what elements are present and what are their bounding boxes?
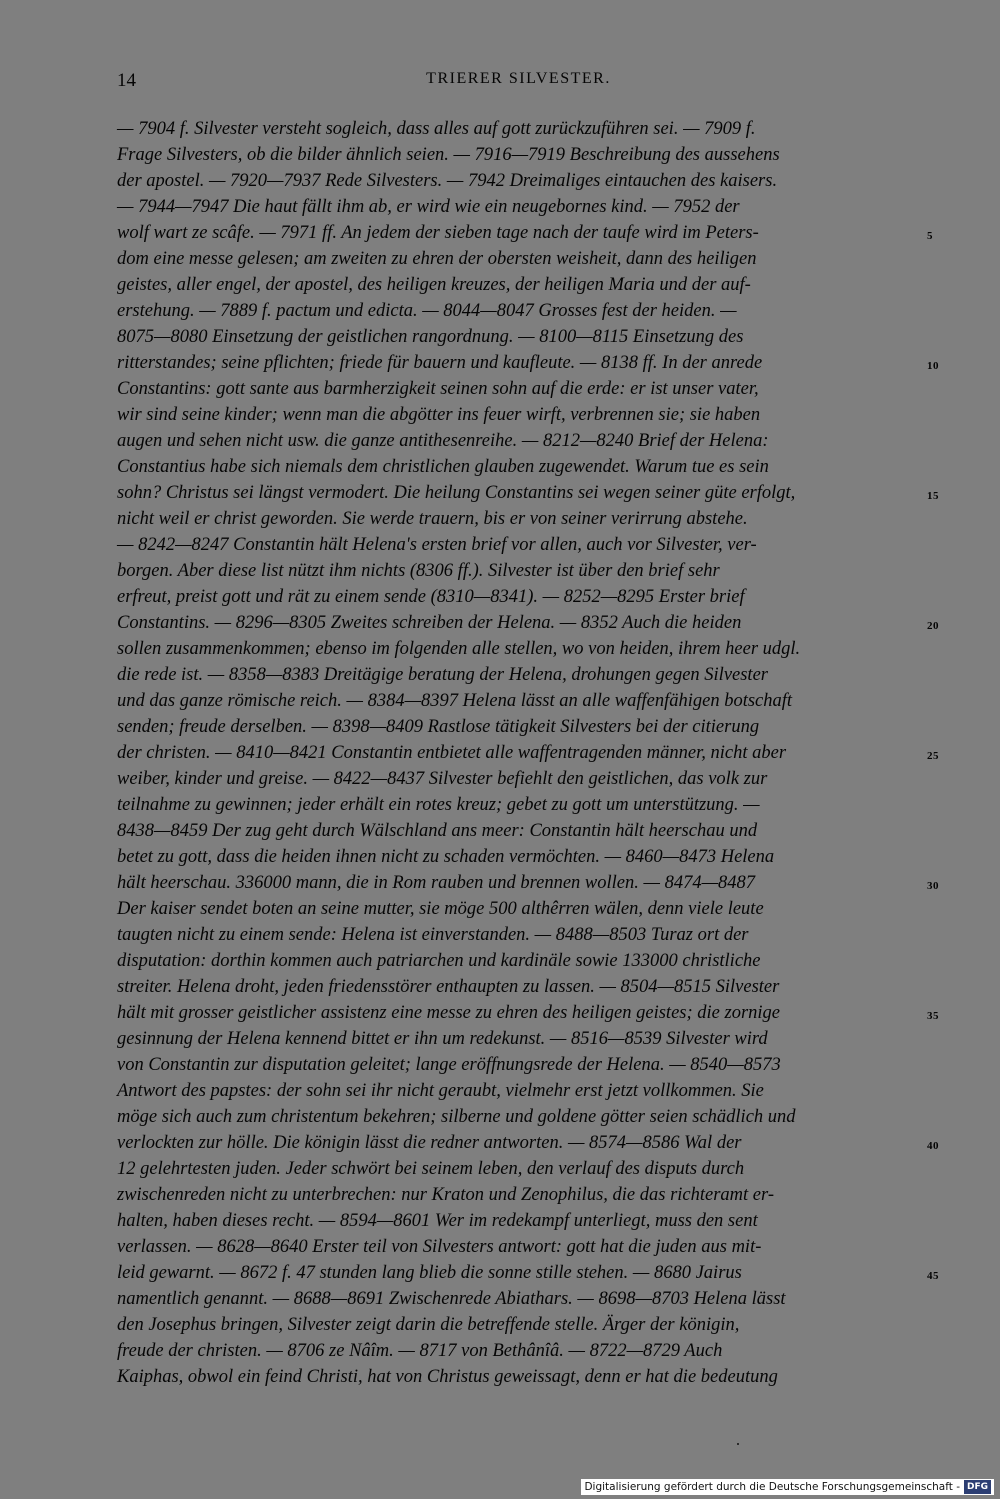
text-line (117, 1026, 920, 1052)
line-number: 15 (927, 490, 939, 502)
line-number: 25 (927, 750, 939, 762)
line-text: augen und sehen nicht usw. die ganze antithesenreihe. — 8212—8240 Brief der Helena: (117, 431, 769, 451)
text-line (117, 480, 939, 506)
text-line (117, 298, 920, 324)
text-line (117, 922, 920, 948)
line-text: senden; freude derselben. — 8398—8409 Rastlose tätigkeit Silvesters bei der citierung (117, 717, 760, 737)
line-text: erfreut, preist gott und rät zu einem sende (8310—8341). — 8252—8295 Erster brief (117, 587, 745, 607)
line-text: nicht weil er christ geworden. Sie werde trauern, bis er von seiner verirrung abstehe. (117, 509, 748, 529)
dfg-logo: DFG (964, 1480, 991, 1494)
page-number: 14 (117, 70, 136, 91)
line-text: streiter. Helena droht, jeden friedensstörer enthaupten zu lassen. — 8504—8515 Silvester (117, 977, 780, 997)
line-text: und das ganze römische reich. — 8384—8397 Helena lässt an alle waffenfähigen botschaft (117, 691, 793, 711)
line-text: 8075—8080 Einsetzung der geistlichen rangordnung. — 8100—8115 Einsetzung des (117, 327, 744, 347)
line-text: von Constantin zur disputation geleitet; lange eröffnungsrede der Helena. — 8540—8573 (117, 1055, 781, 1075)
page-header (117, 70, 920, 96)
line-text: namentlich genannt. — 8688—8691 Zwischenrede Abiathars. — 8698—8703 Helena lässt (117, 1289, 786, 1309)
line-text: freude der christen. — 8706 ze Nâîm. — 8717 von Bethânîâ. — 8722—8729 Auch (117, 1341, 723, 1361)
text-line (117, 1104, 920, 1130)
text-line (117, 948, 920, 974)
text-line (117, 1260, 939, 1286)
text-line (117, 818, 920, 844)
text-line (117, 688, 920, 714)
line-number: 30 (927, 880, 939, 892)
text-line (117, 610, 939, 636)
line-text: verlassen. — 8628—8640 Erster teil von Silvesters antwort: gott hat die juden aus mit- (117, 1237, 762, 1257)
line-text: Frage Silvesters, ob die bilder ähnlich seien. — 7916—7919 Beschreibung des aussehens (117, 145, 780, 165)
line-text: 12 gelehrtesten juden. Jeder schwört bei seinem leben, den verlauf des disputs durch (117, 1159, 745, 1179)
line-text: halten, haben dieses recht. — 8594—8601 Wer im redekampf unterliegt, muss den sent (117, 1211, 758, 1231)
text-line (117, 714, 920, 740)
text-line (117, 792, 920, 818)
text-line (117, 766, 920, 792)
line-number: 10 (927, 360, 939, 372)
line-text: teilnahme zu gewinnen; jeder erhält ein rotes kreuz; gebet zu gott um unterstützung. — (117, 795, 760, 815)
line-text: sohn? Christus sei längst vermodert. Die heilung Constantins sei wegen seiner güte erfolgt, (117, 483, 796, 503)
line-text: ritterstandes; seine pflichten; friede für bauern und kaufleute. — 8138 ff. In der anrede (117, 353, 763, 373)
text-line (117, 1364, 920, 1390)
text-line (117, 1156, 920, 1182)
line-text: dom eine messe gelesen; am zweiten zu ehren der obersten weisheit, dann des heiligen (117, 249, 757, 269)
text-line (117, 168, 920, 194)
line-text: hält mit grosser geistlicher assistenz eine messe zu ehren des heiligen geistes; die zornige (117, 1003, 780, 1023)
line-text: Constantins: gott sante aus barmherzigkeit seinen sohn auf die erde: er ist unser vater, (117, 379, 759, 399)
footer-credit (581, 1479, 994, 1495)
text-line (117, 220, 933, 246)
line-text: wir sind seine kinder; wenn man die abgötter ins feuer wirft, verbrennen sie; sie haben (117, 405, 761, 425)
text-line (117, 1130, 939, 1156)
body-text (117, 116, 939, 1390)
line-text: leid gewarnt. — 8672 f. 47 stunden lang blieb die sonne stille stehen. — 8680 Jairus (117, 1263, 742, 1283)
line-text: Antwort des papstes: der sohn sei ihr nicht geraubt, vielmehr erst jetzt vollkommen. Sie (117, 1081, 764, 1101)
text-line (117, 1208, 920, 1234)
text-line (117, 350, 939, 376)
text-line (117, 662, 920, 688)
text-line (117, 506, 920, 532)
line-text: — 8242—8247 Constantin hält Helena's ersten brief vor allen, auch vor Silvester, ver- (117, 535, 757, 555)
line-text: borgen. Aber diese list nützt ihm nichts (8306 ff.). Silvester ist über den brief sehr (117, 561, 720, 581)
line-text: — 7904 f. Silvester versteht sogleich, dass alles auf gott zurückzuführen sei. — 7909 f. (117, 119, 756, 139)
line-text: zwischenreden nicht zu unterbrechen: nur Kraton und Zenophilus, die das richteramt er- (117, 1185, 774, 1205)
line-number: 35 (927, 1010, 939, 1022)
line-text: hält heerschau. 336000 mann, die in Rom rauben und brennen wollen. — 8474—8487 (117, 873, 756, 893)
line-text: weiber, kinder und greise. — 8422—8437 Silvester befiehlt den geistlichen, das volk zur (117, 769, 768, 789)
line-number: 40 (927, 1140, 939, 1152)
text-line (117, 896, 920, 922)
line-text: die rede ist. — 8358—8383 Dreitägige beratung der Helena, drohungen gegen Silvester (117, 665, 768, 685)
line-text: 8438—8459 Der zug geht durch Wälschland ans meer: Constantin hält heerschau und (117, 821, 758, 841)
text-line (117, 584, 920, 610)
text-line (117, 116, 920, 142)
text-line (117, 142, 920, 168)
text-line (117, 558, 920, 584)
line-text: den Josephus bringen, Silvester zeigt darin die betreffende stelle. Ärger der königin, (117, 1315, 740, 1335)
line-text: Constantins. — 8296—8305 Zweites schreiben der Helena. — 8352 Auch die heiden (117, 613, 742, 633)
text-line (117, 376, 920, 402)
line-text: Constantius habe sich niemals dem christlichen glauben zugewendet. Warum tue es sein (117, 457, 769, 477)
footer-text: Digitalisierung gefördert durch die Deutsche Forschungsgemeinschaft - (584, 1481, 960, 1493)
scan-speck (737, 1443, 739, 1445)
line-text: betet zu gott, dass die heiden ihnen nicht zu schaden vermöchten. — 8460—8473 Helena (117, 847, 775, 867)
line-text: sollen zusammenkommen; ebenso im folgenden alle stellen, wo von heiden, ihrem heer udgl. (117, 639, 801, 659)
line-text: — 7944—7947 Die haut fällt ihm ab, er wird wie ein neugebornes kind. — 7952 der (117, 197, 740, 217)
line-number: 45 (927, 1270, 939, 1282)
text-line (117, 1052, 920, 1078)
line-text: der christen. — 8410—8421 Constantin entbietet alle waffentragenden männer, nicht aber (117, 743, 787, 763)
text-line (117, 740, 939, 766)
text-line (117, 844, 920, 870)
text-line (117, 636, 920, 662)
text-line (117, 1312, 920, 1338)
text-line (117, 870, 939, 896)
line-text: der apostel. — 7920—7937 Rede Silvesters. — 7942 Dreimaliges eintauchen des kaisers. (117, 171, 778, 191)
line-text: verlockten zur hölle. Die königin lässt die redner antworten. — 8574—8586 Wal der (117, 1133, 742, 1153)
line-text: disputation: dorthin kommen auch patriarchen und kardinäle sowie 133000 christliche (117, 951, 761, 971)
text-line (117, 246, 920, 272)
text-line (117, 1182, 920, 1208)
text-line (117, 454, 920, 480)
text-line (117, 532, 920, 558)
text-line (117, 1000, 939, 1026)
line-text: wolf wart ze scâfe. — 7971 ff. An jedem der sieben tage nach der taufe wird im Peters- (117, 223, 759, 243)
text-line (117, 1234, 920, 1260)
text-line (117, 194, 920, 220)
running-title: TRIERER SILVESTER. (426, 70, 611, 87)
line-text: gesinnung der Helena kennend bittet er ihn um redekunst. — 8516—8539 Silvester wird (117, 1029, 768, 1049)
line-text: taugten nicht zu einem sende: Helena ist einverstanden. — 8488—8503 Turaz ort der (117, 925, 749, 945)
text-line (117, 402, 920, 428)
line-text: erstehung. — 7889 f. pactum und edicta. — 8044—8047 Grosses fest der heiden. — (117, 301, 737, 321)
text-line (117, 1338, 920, 1364)
line-number: 20 (927, 620, 939, 632)
text-line (117, 1286, 920, 1312)
text-line (117, 974, 920, 1000)
line-number: 5 (927, 230, 933, 242)
line-text: geistes, aller engel, der apostel, des heiligen kreuzes, der heiligen Maria und der auf- (117, 275, 751, 295)
line-text: Kaiphas, obwol ein feind Christi, hat von Christus geweissagt, denn er hat die bedeutung (117, 1367, 778, 1387)
line-text: möge sich auch zum christentum bekehren; silberne und goldene götter seien schädlich und (117, 1107, 796, 1127)
text-line (117, 1078, 920, 1104)
text-line (117, 272, 920, 298)
text-line (117, 428, 920, 454)
text-line (117, 324, 920, 350)
line-text: Der kaiser sendet boten an seine mutter, sie möge 500 althêrren wälen, denn viele leute (117, 899, 764, 919)
